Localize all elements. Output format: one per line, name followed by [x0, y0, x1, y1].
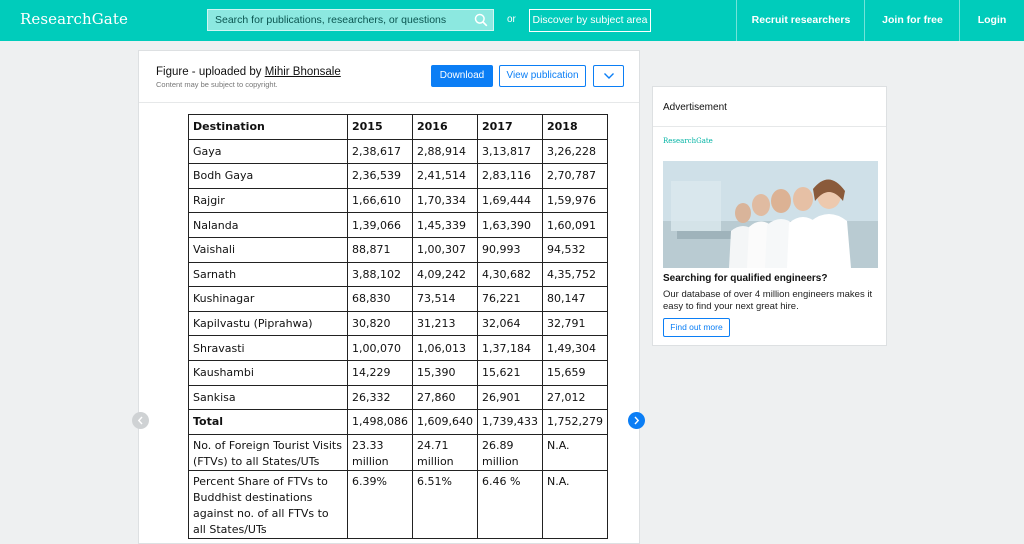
uploader-link[interactable]: Mihir Bhonsale	[264, 66, 341, 78]
value-cell: 26.89 million	[478, 434, 543, 470]
column-header: 2017	[478, 115, 543, 140]
destination-cell: Nalanda	[189, 213, 348, 238]
recruit-researchers-link[interactable]: Recruit researchers	[736, 0, 865, 41]
share-row	[189, 470, 608, 538]
or-separator: or	[507, 14, 516, 25]
value-cell: 2,70,787	[543, 164, 608, 189]
view-publication-button[interactable]: View publication	[499, 65, 586, 87]
value-cell: 15,621	[478, 360, 543, 385]
value-cell: 80,147	[543, 287, 608, 312]
value-cell: 1,69,444	[478, 188, 543, 213]
table-row	[189, 164, 608, 189]
value-cell: 90,993	[478, 237, 543, 262]
value-cell: 3,13,817	[478, 139, 543, 164]
figure-card-header	[139, 51, 639, 103]
value-cell: 23.33 million	[348, 434, 413, 470]
value-cell: 15,390	[413, 360, 478, 385]
destination-cell: Kaushambi	[189, 360, 348, 385]
table-row	[189, 336, 608, 361]
value-cell: 27,860	[413, 385, 478, 410]
table-row	[189, 139, 608, 164]
join-for-free-link[interactable]: Join for free	[864, 0, 960, 41]
value-cell: 24.71 million	[413, 434, 478, 470]
tourist-visits-table	[188, 114, 608, 539]
column-header: 2018	[543, 115, 608, 140]
table-header-row	[189, 115, 608, 140]
value-cell: 32,791	[543, 311, 608, 336]
table-row	[189, 237, 608, 262]
value-cell: 68,830	[348, 287, 413, 312]
value-cell: 1,70,334	[413, 188, 478, 213]
copyright-note: Content may be subject to copyright.	[156, 80, 278, 89]
destination-cell: Kapilvastu (Piprahwa)	[189, 311, 348, 336]
destination-cell: Rajgir	[189, 188, 348, 213]
value-cell: 73,514	[413, 287, 478, 312]
value-cell: 1,66,610	[348, 188, 413, 213]
value-cell: 26,901	[478, 385, 543, 410]
ftv-label-cell: No. of Foreign Tourist Visits (FTVs) to all States/UTs	[189, 434, 348, 470]
ftv-row	[189, 434, 608, 470]
value-cell: 14,229	[348, 360, 413, 385]
value-cell: 1,60,091	[543, 213, 608, 238]
search-input[interactable]	[208, 10, 493, 30]
value-cell: 4,09,242	[413, 262, 478, 287]
find-out-more-button[interactable]: Find out more	[663, 318, 730, 337]
value-cell: 1,609,640	[413, 410, 478, 435]
column-header: Destination	[189, 115, 348, 140]
ad-divider	[653, 126, 886, 127]
previous-figure-button[interactable]	[132, 412, 149, 429]
value-cell: 1,752,279	[543, 410, 608, 435]
destination-cell: Gaya	[189, 139, 348, 164]
value-cell: 1,63,390	[478, 213, 543, 238]
table-row	[189, 188, 608, 213]
share-label-cell: Percent Share of FTVs to Buddhist destinations against no. of all FTVs to all States/UTs	[189, 470, 348, 538]
value-cell: 2,88,914	[413, 139, 478, 164]
value-cell: 31,213	[413, 311, 478, 336]
value-cell: N.A.	[543, 470, 608, 538]
ad-headline: Searching for qualified engineers?	[663, 273, 828, 284]
value-cell: 88,871	[348, 237, 413, 262]
table-row	[189, 262, 608, 287]
value-cell: 1,39,066	[348, 213, 413, 238]
total-row	[189, 410, 608, 435]
value-cell: 1,49,304	[543, 336, 608, 361]
download-button[interactable]: Download	[431, 65, 493, 87]
value-cell: 2,38,617	[348, 139, 413, 164]
more-options-button[interactable]	[593, 65, 624, 87]
value-cell: 30,820	[348, 311, 413, 336]
value-cell: 1,37,184	[478, 336, 543, 361]
ad-brand-logo: ResearchGate	[663, 137, 713, 145]
value-cell: N.A.	[543, 434, 608, 470]
value-cell: 2,36,539	[348, 164, 413, 189]
value-cell: 6.46 %	[478, 470, 543, 538]
chevron-left-icon	[137, 416, 144, 425]
advertisement-card	[652, 86, 887, 346]
value-cell: 4,35,752	[543, 262, 608, 287]
login-link[interactable]: Login	[959, 0, 1024, 41]
figure-title	[156, 66, 341, 78]
advertisement-title: Advertisement	[663, 102, 727, 113]
researchgate-logo[interactable]: ResearchGate	[20, 10, 128, 28]
value-cell: 6.51%	[413, 470, 478, 538]
value-cell: 4,30,682	[478, 262, 543, 287]
table-row	[189, 385, 608, 410]
value-cell: 26,332	[348, 385, 413, 410]
chevron-right-icon	[633, 416, 640, 425]
destination-cell: Bodh Gaya	[189, 164, 348, 189]
table-row	[189, 360, 608, 385]
chevron-down-icon	[603, 72, 615, 80]
value-cell: 1,59,976	[543, 188, 608, 213]
destination-cell: Sankisa	[189, 385, 348, 410]
top-navigation-bar	[0, 0, 1024, 41]
value-cell: 6.39%	[348, 470, 413, 538]
table-row	[189, 287, 608, 312]
destination-cell: Vaishali	[189, 237, 348, 262]
figure-title-prefix: Figure - uploaded by	[156, 66, 265, 78]
destination-cell: Shravasti	[189, 336, 348, 361]
ad-body-text: Our database of over 4 million engineers makes it easy to find your next great hire.	[663, 289, 873, 312]
value-cell: 27,012	[543, 385, 608, 410]
column-header: 2016	[413, 115, 478, 140]
value-cell: 1,06,013	[413, 336, 478, 361]
value-cell: 1,498,086	[348, 410, 413, 435]
search-icon[interactable]	[474, 13, 488, 27]
figure-card	[138, 50, 640, 544]
column-header: 2015	[348, 115, 413, 140]
table-row	[189, 213, 608, 238]
value-cell: 1,739,433	[478, 410, 543, 435]
ad-engineers-photo[interactable]	[663, 161, 878, 268]
destination-cell: Kushinagar	[189, 287, 348, 312]
value-cell: 1,00,070	[348, 336, 413, 361]
value-cell: 2,83,116	[478, 164, 543, 189]
search-box[interactable]	[207, 9, 494, 31]
value-cell: 1,00,307	[413, 237, 478, 262]
value-cell: 3,88,102	[348, 262, 413, 287]
value-cell: 15,659	[543, 360, 608, 385]
value-cell: 1,45,339	[413, 213, 478, 238]
destination-cell: Sarnath	[189, 262, 348, 287]
value-cell: 76,221	[478, 287, 543, 312]
value-cell: 94,532	[543, 237, 608, 262]
engineers-illustration	[663, 161, 878, 268]
figure-image	[188, 114, 612, 544]
discover-by-subject-button[interactable]: Discover by subject area	[529, 9, 651, 32]
value-cell: 32,064	[478, 311, 543, 336]
table-row	[189, 311, 608, 336]
value-cell: 2,41,514	[413, 164, 478, 189]
next-figure-button[interactable]	[628, 412, 645, 429]
total-label-cell: Total	[189, 410, 348, 435]
value-cell: 3,26,228	[543, 139, 608, 164]
